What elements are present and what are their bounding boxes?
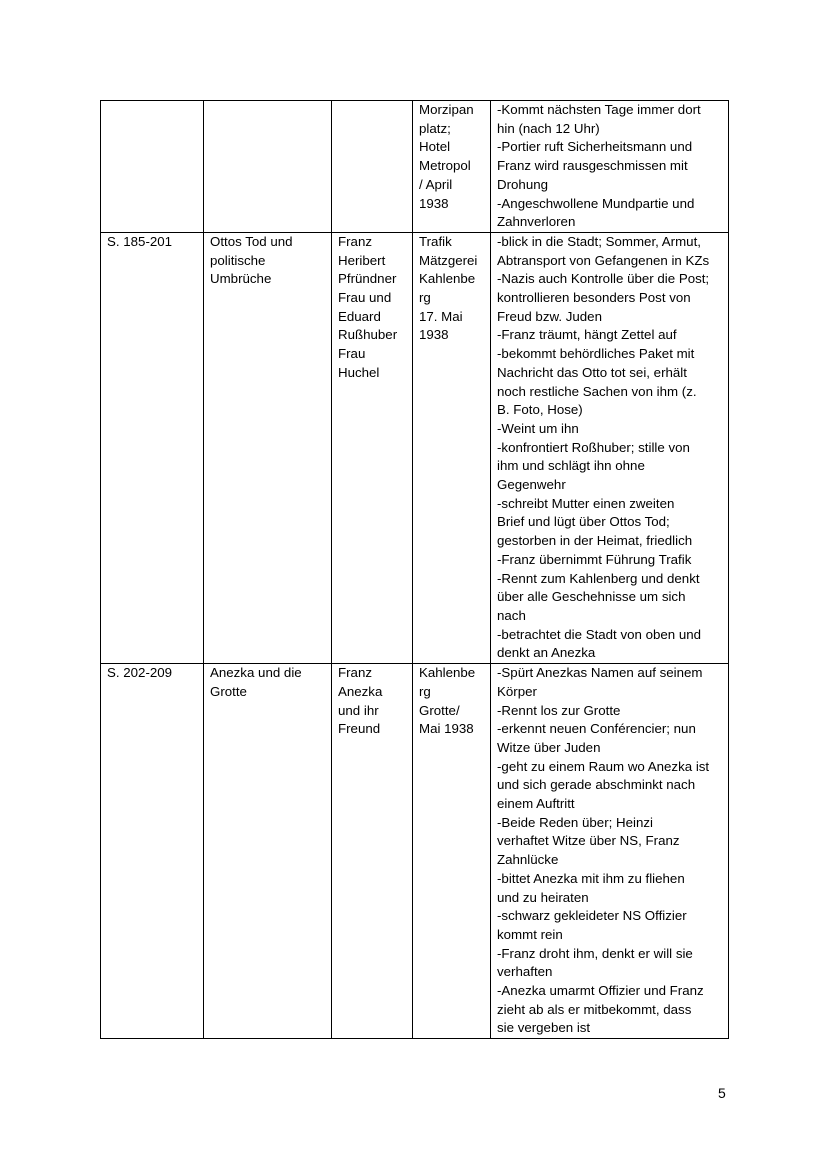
cell-line: 1938 — [419, 195, 449, 211]
cell-line: -Rennt zum Kahlenberg und denkt — [497, 570, 700, 586]
table-row — [101, 664, 729, 1039]
cell-line: Zahnverloren — [497, 214, 576, 230]
cell-line: -Portier ruft Sicherheitsmann und — [497, 139, 693, 155]
cell-line: Huchel — [338, 364, 380, 380]
cell-line: -blick in die Stadt; Sommer, Armut, — [497, 233, 701, 249]
cell-line: -Angeschwollene Mundpartie und — [497, 195, 695, 211]
summary-table — [100, 100, 729, 1039]
cell-line: über alle Geschehnisse um sich — [497, 589, 686, 605]
persons-cell — [332, 232, 413, 663]
place-time-cell — [413, 101, 491, 233]
cell-line: einem Auftritt — [497, 796, 575, 812]
cell-line: -bekommt behördliches Paket mit — [497, 346, 695, 362]
chapter-cell — [204, 232, 332, 663]
cell-line: noch restliche Sachen von ihm (z. — [497, 383, 697, 399]
cell-line: Gegenwehr — [497, 477, 566, 493]
cell-line: -betrachtet die Stadt von oben und — [497, 626, 702, 642]
cell-line: Körper — [497, 683, 537, 699]
cell-line: -Anezka umarmt Offizier und Franz — [497, 983, 704, 999]
cell-line: Nachricht das Otto tot sei, erhält — [497, 364, 687, 380]
cell-line: Frau — [338, 346, 366, 362]
cell-line: Abtransport von Gefangenen in KZs — [497, 252, 710, 268]
cell-line: Franz wird rausgeschmissen mit — [497, 158, 688, 174]
pages-cell — [101, 664, 204, 1039]
cell-line: und ihr — [338, 702, 379, 718]
chapter-cell — [204, 101, 332, 233]
cell-line: -bittet Anezka mit ihm zu fliehen — [497, 870, 685, 886]
cell-line: Ottos Tod und — [210, 233, 293, 249]
cell-line: S. 185-201 — [107, 233, 173, 249]
cell-line: -Spürt Anezkas Namen auf seinem — [497, 665, 703, 681]
cell-line: Kahlenbe — [419, 665, 476, 681]
cell-line: Metropol — [419, 158, 471, 174]
cell-line: B. Foto, Hose) — [497, 402, 583, 418]
cell-line: zieht ab als er mitbekommt, dass — [497, 1001, 692, 1017]
cell-line: Anezka — [338, 683, 383, 699]
cell-line: -erkennt neuen Conférencier; nun — [497, 721, 696, 737]
cell-line: und zu heiraten — [497, 889, 589, 905]
cell-line: -Rennt los zur Grotte — [497, 702, 621, 718]
summary-table-body — [101, 101, 729, 1039]
cell-line: Rußhuber — [338, 327, 398, 343]
table-row — [101, 232, 729, 663]
cell-line: -Nazis auch Kontrolle über die Post; — [497, 271, 710, 287]
cell-line: nach — [497, 607, 526, 623]
cell-line: -Franz träumt, hängt Zettel auf — [497, 327, 677, 343]
cell-line: -Beide Reden über; Heinzi — [497, 814, 653, 830]
cell-line: Mai 1938 — [419, 721, 474, 737]
content-cell — [491, 232, 729, 663]
cell-line: Umbrüche — [210, 271, 272, 287]
place-time-cell — [413, 664, 491, 1039]
cell-line: und sich gerade abschminkt nach — [497, 777, 696, 793]
cell-line: Brief und lügt über Ottos Tod; — [497, 514, 670, 530]
cell-line: Pfründner — [338, 271, 397, 287]
cell-line: denkt an Anezka — [497, 645, 596, 661]
content-cell — [491, 101, 729, 233]
cell-line: -schwarz gekleideter NS Offizier — [497, 908, 687, 924]
cell-line: Grotte/ — [419, 702, 460, 718]
cell-line: Heribert — [338, 252, 386, 268]
table-row — [101, 101, 729, 233]
cell-line: -Weint um ihn — [497, 420, 579, 436]
cell-line: platz; — [419, 120, 451, 136]
cell-line: Hotel — [419, 139, 451, 155]
cell-line: 17. Mai — [419, 308, 463, 324]
cell-line: rg — [419, 683, 431, 699]
cell-line: kommt rein — [497, 926, 563, 942]
pages-cell — [101, 232, 204, 663]
cell-line: / April — [419, 176, 453, 192]
cell-line: kontrollieren besonders Post von — [497, 290, 691, 306]
cell-line: -geht zu einem Raum wo Anezka ist — [497, 758, 710, 774]
cell-line: -Franz übernimmt Führung Trafik — [497, 551, 692, 567]
cell-line: rg — [419, 290, 431, 306]
cell-line: Zahnlücke — [497, 852, 559, 868]
cell-line: Grotte — [210, 683, 247, 699]
pages-cell — [101, 101, 204, 233]
cell-line: verhaftet Witze über NS, Franz — [497, 833, 680, 849]
cell-line: Kahlenbe — [419, 271, 476, 287]
persons-cell — [332, 664, 413, 1039]
cell-line: politische — [210, 252, 266, 268]
cell-line: Trafik — [419, 233, 452, 249]
cell-line: Witze über Juden — [497, 739, 601, 755]
cell-line: hin (nach 12 Uhr) — [497, 120, 600, 136]
cell-line: 1938 — [419, 327, 449, 343]
cell-line: -schreibt Mutter einen zweiten — [497, 495, 675, 511]
cell-line: -Kommt nächsten Tage immer dort — [497, 102, 701, 117]
chapter-cell — [204, 664, 332, 1039]
place-time-cell — [413, 232, 491, 663]
cell-line: Drohung — [497, 176, 549, 192]
cell-line: gestorben in der Heimat, friedlich — [497, 533, 693, 549]
cell-line: verhaften — [497, 964, 553, 980]
cell-line: Anezka und die — [210, 665, 302, 681]
cell-line: Freud bzw. Juden — [497, 308, 602, 324]
cell-line: sie vergeben ist — [497, 1020, 591, 1036]
persons-cell — [332, 101, 413, 233]
cell-line: -konfrontiert Roßhuber; stille von — [497, 439, 690, 455]
cell-line: ihm und schlägt ihn ohne — [497, 458, 645, 474]
page-number: 5 — [718, 1085, 726, 1101]
cell-line: Eduard — [338, 308, 381, 324]
cell-line: Franz — [338, 233, 372, 249]
cell-line: Mätzgerei — [419, 252, 478, 268]
cell-line: -Franz droht ihm, denkt er will sie — [497, 945, 693, 961]
cell-line: Freund — [338, 721, 381, 737]
cell-line: Morzipan — [419, 102, 474, 117]
cell-line: Frau und — [338, 290, 392, 306]
content-cell — [491, 664, 729, 1039]
cell-line: S. 202-209 — [107, 665, 173, 681]
cell-line: Franz — [338, 665, 372, 681]
